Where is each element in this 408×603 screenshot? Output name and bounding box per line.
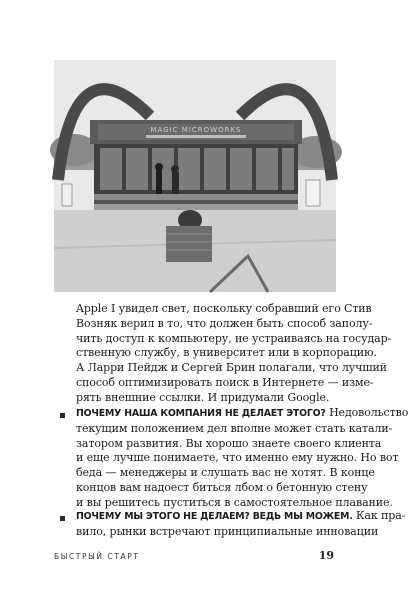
bullet-heading: ПОЧЕМУ НАША КОМПАНИЯ НЕ ДЕЛАЕТ ЭТОГО?: [76, 408, 326, 419]
text-line: Apple I увидел свет, поскольку собравший его Стив: [76, 302, 372, 315]
text-fragment: Как пра-: [352, 509, 406, 522]
page-number: 19: [318, 549, 334, 562]
text-line: беда — менеджеры и слушать вас не хотят. В конце: [76, 466, 375, 480]
text-line: затором развития. Вы хорошо знаете своего клиента: [76, 436, 382, 450]
bullet-heading: ПОЧЕМУ МЫ ЭТОГО НЕ ДЕЛАЕМ? ВЕДЬ МЫ МОЖЕМ.: [76, 511, 353, 522]
text-line: чить доступ к компьютеру, не устраиваясь на государ-: [76, 331, 392, 345]
text-line: текущим положением дел вполне может стать катали-: [76, 421, 393, 435]
text-line: ственную службу, в университет или в корпорацию.: [76, 346, 377, 360]
text-line: [76, 406, 408, 422]
text-line: концов вам надоест биться лбом о бетонную стену: [76, 480, 368, 494]
text-line: [76, 509, 406, 525]
bullet-paragraph: [76, 406, 408, 511]
text-line: вило, рынки встречают принципиальные инновации: [76, 524, 379, 538]
bullet-square-icon: [60, 413, 65, 418]
bullet-square-icon: [60, 516, 65, 521]
text-line: и еще лучше понимаете, что именно ему нужно. Но вот: [76, 451, 399, 465]
text-fragment: Недовольство: [325, 406, 408, 419]
sign-lettering: MAGIC MICROWORKS: [150, 126, 242, 134]
text-line: Возняк верил в то, что должен быть способ заполу-: [76, 316, 373, 330]
text-line: А Ларри Пейдж и Сергей Брин полагали, что лучший: [76, 361, 387, 375]
text-line: и вы решитесь пуститься в самостоятельное плавание.: [76, 495, 393, 509]
storefront-photo: [54, 60, 336, 292]
running-footer-title: БЫСТРЫЙ СТАРТ: [54, 552, 140, 561]
intro-paragraph: [76, 302, 392, 406]
text-line: рять внешние ссылки. И придумали Google.: [76, 390, 330, 404]
bullet-paragraph: [76, 509, 406, 540]
text-line: способ оптимизировать поиск в Интернете — измe-: [76, 375, 374, 389]
